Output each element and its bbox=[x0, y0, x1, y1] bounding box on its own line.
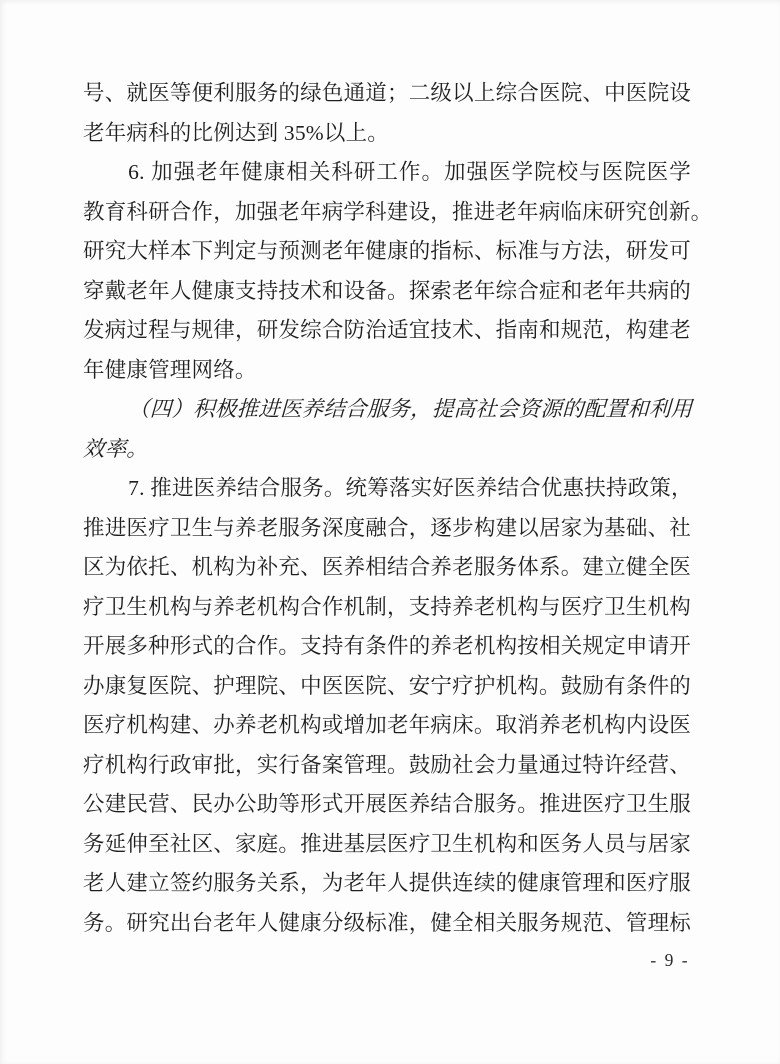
text-line: 研究大样本下判定与预测老年健康的指标、标准与方法，研发可 bbox=[83, 239, 691, 263]
text-line-section-6-start: 6. 加强老年健康相关科研工作。加强医学院校与医院医学 bbox=[128, 160, 691, 184]
text-line: 推进医疗卫生与养老服务深度融合，逐步构建以居家为基础、社 bbox=[83, 515, 691, 540]
text-line: 老年病科的比例达到 35%以上。 bbox=[83, 120, 389, 145]
text-line: 务。研究出台老年人健康分级标准，健全相关服务规范、管理标 bbox=[83, 910, 691, 935]
text-line-subheading-si-end: 效率。 bbox=[82, 436, 149, 461]
text-line: 老人建立签约服务关系，为老年人提供连续的健康管理和医疗服 bbox=[83, 871, 691, 895]
text-line: 医疗机构建、办养老机构或增加老年病床。取消养老机构内设医 bbox=[83, 713, 691, 737]
text-line-section-7-start: 7. 推进医养结合服务。统筹落实好医养结合优惠扶持政策， bbox=[128, 476, 693, 500]
text-line: 开展多种形式的合作。支持有条件的养老机构按相关规定申请开 bbox=[83, 634, 691, 658]
text-line: 疗机构行政审批，实行备案管理。鼓励社会力量通过特许经营、 bbox=[83, 752, 691, 777]
text-line: 疗卫生机构与养老机构合作机制，支持养老机构与医疗卫生机构 bbox=[83, 594, 691, 619]
text-line: 穿戴老年人健康支持技术和设备。探索老年综合症和老年共病的 bbox=[83, 278, 691, 303]
page-number: - 9 - bbox=[650, 950, 690, 970]
text-line: 务延伸至社区、家庭。推进基层医疗卫生机构和医务人员与居家 bbox=[83, 831, 691, 856]
text-line: 号、就医等便利服务的绿色通道；二级以上综合医院、中医院设 bbox=[83, 81, 691, 105]
text-line: 公建民营、民办公助等形式开展医养结合服务。推进医疗卫生服 bbox=[83, 792, 691, 816]
text-line: 区为依托、机构为补充、医养相结合养老服务体系。建立健全医 bbox=[83, 555, 691, 579]
text-line: 年健康管理网络。 bbox=[83, 357, 257, 382]
text-line: 办康复医院、护理院、中医医院、安宁疗护机构。鼓励有条件的 bbox=[83, 673, 691, 698]
text-line: 发病过程与规律，研发综合防治适宜技术、指南和规范，构建老 bbox=[83, 318, 691, 342]
text-line-subheading-si-start: （四）积极推进医养结合服务，提高社会资源的配置和利用 bbox=[127, 397, 693, 421]
document-text-block bbox=[82, 74, 713, 943]
text-line: 教育科研合作，加强老年病学科建设，推进老年病临床研究创新。 bbox=[83, 199, 713, 224]
